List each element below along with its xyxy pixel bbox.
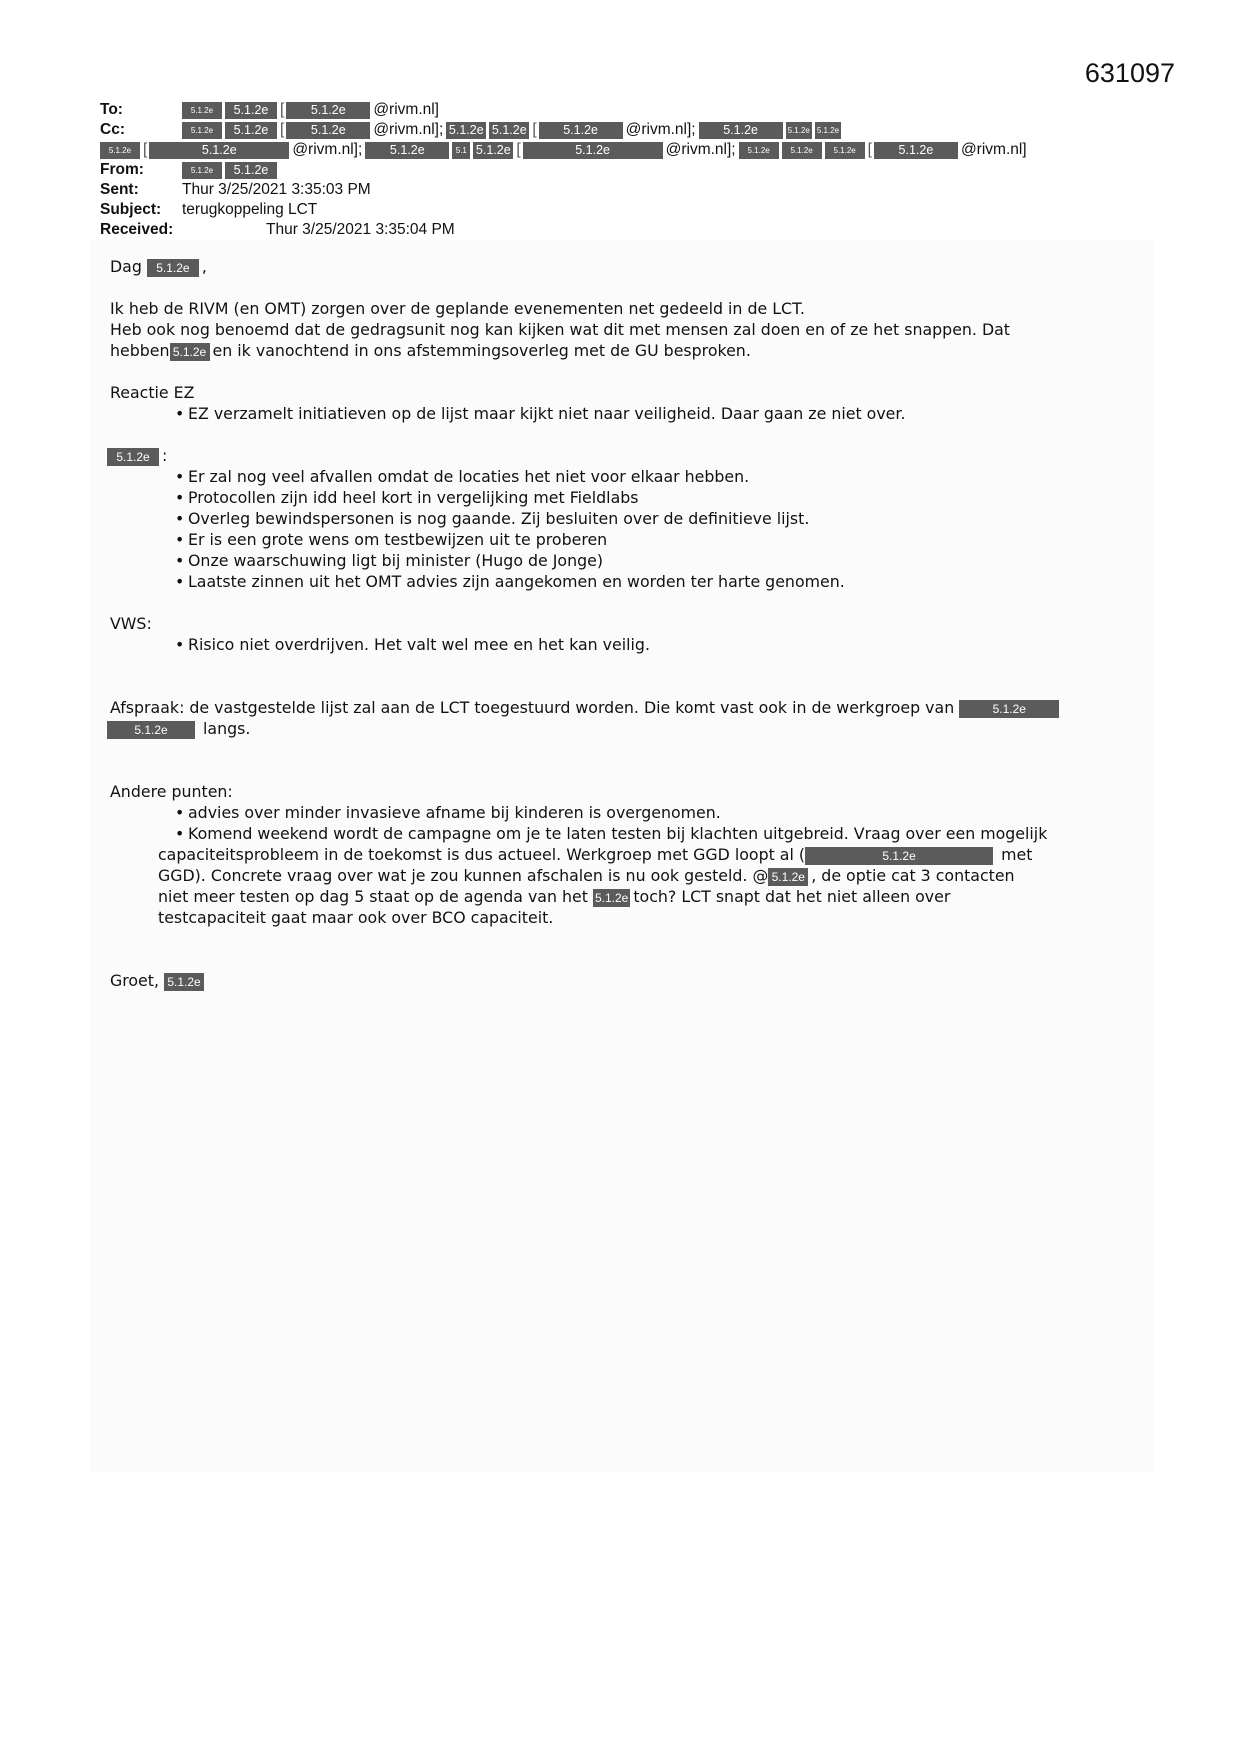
redaction-block: 5.1.2e xyxy=(473,142,513,159)
list-item: • EZ verzamelt initiatieven op de lijst maar kijkt niet naar veiligheid. Daar gaan ze niet over. xyxy=(175,403,1130,424)
subject-value: terugkoppeling LCT xyxy=(182,201,318,218)
afspraak-text: Afspraak: de vastgestelde lijst zal aan de LCT toegestuurd worden. Die komt vast ook in de werkgroep van xyxy=(110,698,955,717)
list-item-line: • Komend weekend wordt de campagne om je te laten testen bij klachten uitgebreid. Vraag over een mogelijk xyxy=(188,824,1048,843)
section-heading-andere: Andere punten: xyxy=(110,782,233,801)
email-suffix: @rivm.nl]; xyxy=(373,121,444,138)
redaction-block: 5.1.2e xyxy=(225,122,277,139)
redaction-block: 5.1.2e xyxy=(489,122,529,139)
redaction-block: 5.1.2e xyxy=(739,142,779,159)
redaction-block: 5.1.2e xyxy=(170,343,210,361)
redaction-block: 5.1.2e xyxy=(107,721,195,739)
list-item-line xyxy=(158,844,1130,865)
to-value xyxy=(182,100,442,120)
redaction-block: 5.1.2e xyxy=(365,142,449,159)
list-item: • Overleg bewindspersonen is nog gaande. Zij besluiten over de definitieve lijst. xyxy=(175,508,1130,529)
redacted-heading xyxy=(107,445,1130,466)
redaction-block: 5.1.2e xyxy=(782,142,822,159)
redaction-block: 5.1.2e xyxy=(594,890,629,905)
redaction-block: 5.1.2e xyxy=(225,102,277,119)
redaction-block: 5.1.2e xyxy=(805,847,993,865)
redaction-block: 5.1.2e xyxy=(182,162,222,179)
section-heading-vws: VWS: xyxy=(110,614,152,633)
afspraak-text: langs. xyxy=(203,719,251,738)
from-label: From: xyxy=(100,161,144,178)
sent-value: Thur 3/25/2021 3:35:03 PM xyxy=(182,181,371,198)
sent-row xyxy=(100,180,1140,200)
list-item: • Protocollen zijn idd heel kort in vergelijking met Fieldlabs xyxy=(175,487,1130,508)
list-item-text: capaciteitsprobleem in de toekomst is dus actueel. Werkgroep met GGD loopt al ( xyxy=(158,845,806,864)
bracket-text: [ xyxy=(280,121,285,138)
list-item-line: testcapaciteit gaat maar ook over BCO capaciteit. xyxy=(158,908,554,927)
bracket-text: [ xyxy=(516,141,521,158)
section-heading-ez: Reactie EZ xyxy=(110,383,195,402)
page-number: 631097 xyxy=(1084,58,1175,88)
email-suffix: @rivm.nl] xyxy=(373,101,439,118)
redaction-block: 5.1.2e xyxy=(286,122,370,139)
received-label: Received: xyxy=(100,221,174,238)
redaction-block: 5.1.2e xyxy=(523,142,663,159)
list-item-text: GGD). Concrete vraag over wat je zou kunnen afschalen is nu ook gesteld. @ xyxy=(158,866,769,885)
greeting-comma: , xyxy=(201,257,207,276)
greeting-line xyxy=(110,256,1130,277)
list-item-text: , de optie cat 3 contacten xyxy=(811,866,1015,885)
to-label: To: xyxy=(100,101,123,118)
redaction-block: 5.1.2e xyxy=(182,122,222,139)
andere-list xyxy=(110,802,1130,844)
list-item-line xyxy=(158,865,1130,886)
bracket-text: [ xyxy=(867,141,872,158)
received-value: Thur 3/25/2021 3:35:04 PM xyxy=(266,221,455,238)
redaction-block: 5.1 xyxy=(452,142,470,159)
from-row xyxy=(100,160,1140,180)
email-header xyxy=(100,100,1140,240)
redaction-block: 5.1.2e xyxy=(100,142,140,159)
list-item xyxy=(175,823,1130,844)
bracket-text: [ xyxy=(280,101,285,118)
to-row xyxy=(100,100,1140,120)
from-value xyxy=(182,162,280,179)
redaction-block: 5.1.2e xyxy=(286,102,370,119)
redacted-party-list xyxy=(110,466,1130,592)
subject-label: Subject: xyxy=(100,201,162,218)
list-item: • Laatste zinnen uit het OMT advies zijn aangekomen en worden ter harte genomen. xyxy=(175,571,1130,592)
list-item-continuation xyxy=(110,844,1130,928)
email-message xyxy=(110,256,1130,991)
heading-colon: : xyxy=(162,446,168,465)
cc-label: Cc: xyxy=(100,121,125,138)
cc-row-continued xyxy=(100,140,1140,160)
vws-list xyxy=(110,634,1130,655)
redaction-block: 5.1.2e xyxy=(149,142,289,159)
redaction-block: 5.1.2e xyxy=(539,122,623,139)
paragraph-line xyxy=(110,340,1130,361)
paragraph-text: en ik vanochtend in ons afstemmingsoverleg met de GU besproken. xyxy=(212,341,751,360)
ez-list xyxy=(110,403,1130,424)
paragraph-text: hebben xyxy=(110,341,170,360)
received-row xyxy=(100,220,1140,240)
redaction-block: 5.1.2e xyxy=(786,122,812,139)
list-item-line xyxy=(158,886,1130,907)
subject-row xyxy=(100,200,1140,220)
redaction-block: 5.1.2e xyxy=(815,122,841,139)
list-item: • Risico niet overdrijven. Het valt wel mee en het kan veilig. xyxy=(175,634,1130,655)
redaction-block: 5.1.2e xyxy=(959,700,1059,718)
greeting: Dag xyxy=(110,257,142,276)
cc-value xyxy=(182,120,844,140)
redaction-block: 5.1.2e xyxy=(147,259,199,277)
redaction-block: 5.1.2e xyxy=(164,973,204,991)
paragraph-line: Heb ook nog benoemd dat de gedragsunit nog kan kijken wat dit met mensen zal doen en of ze het snappen. Dat xyxy=(110,320,1011,339)
cc-value-continued xyxy=(100,140,1030,160)
redaction-block: 5.1.2e xyxy=(107,448,159,466)
redaction-block: 5.1.2e xyxy=(182,102,222,119)
paragraph-line: Ik heb de RIVM (en OMT) zorgen over de geplande evenementen net gedeeld in de LCT. xyxy=(110,299,805,318)
afspraak-line-2 xyxy=(107,718,1130,739)
bracket-text: [ xyxy=(532,121,537,138)
cc-row xyxy=(100,120,1140,140)
list-item: • Er is een grote wens om testbewijzen uit te proberen xyxy=(175,529,1130,550)
redaction-block: 5.1.2e xyxy=(225,162,277,179)
sent-label: Sent: xyxy=(100,181,139,198)
closing: Groet, xyxy=(110,971,159,990)
redaction-block: 5.1.2e xyxy=(446,122,486,139)
list-item: • Onze waarschuwing ligt bij minister (Hugo de Jonge) xyxy=(175,550,1130,571)
list-item: • Er zal nog veel afvallen omdat de locaties het niet voor elkaar hebben. xyxy=(175,466,1130,487)
email-suffix: @rivm.nl]; xyxy=(292,141,363,158)
list-item-text: niet meer testen op dag 5 staat op de agenda van het xyxy=(158,887,588,906)
list-item: • advies over minder invasieve afname bij kinderen is overgenomen. xyxy=(175,802,1130,823)
list-item-text: toch? LCT snapt dat het niet alleen over xyxy=(633,887,951,906)
list-item-text: met xyxy=(1001,845,1033,864)
email-suffix: @rivm.nl]; xyxy=(625,121,696,138)
bracket-text: [ xyxy=(143,141,148,158)
redaction-block: 5.1.2e xyxy=(825,142,865,159)
redaction-block: 5.1.2e xyxy=(699,122,783,139)
closing-line xyxy=(110,970,1130,991)
email-suffix: @rivm.nl] xyxy=(960,141,1027,158)
redaction-block: 5.1.2e xyxy=(768,868,808,886)
afspraak-line xyxy=(110,697,1130,718)
redaction-block: 5.1.2e xyxy=(874,142,958,159)
email-suffix: @rivm.nl]; xyxy=(665,141,736,158)
